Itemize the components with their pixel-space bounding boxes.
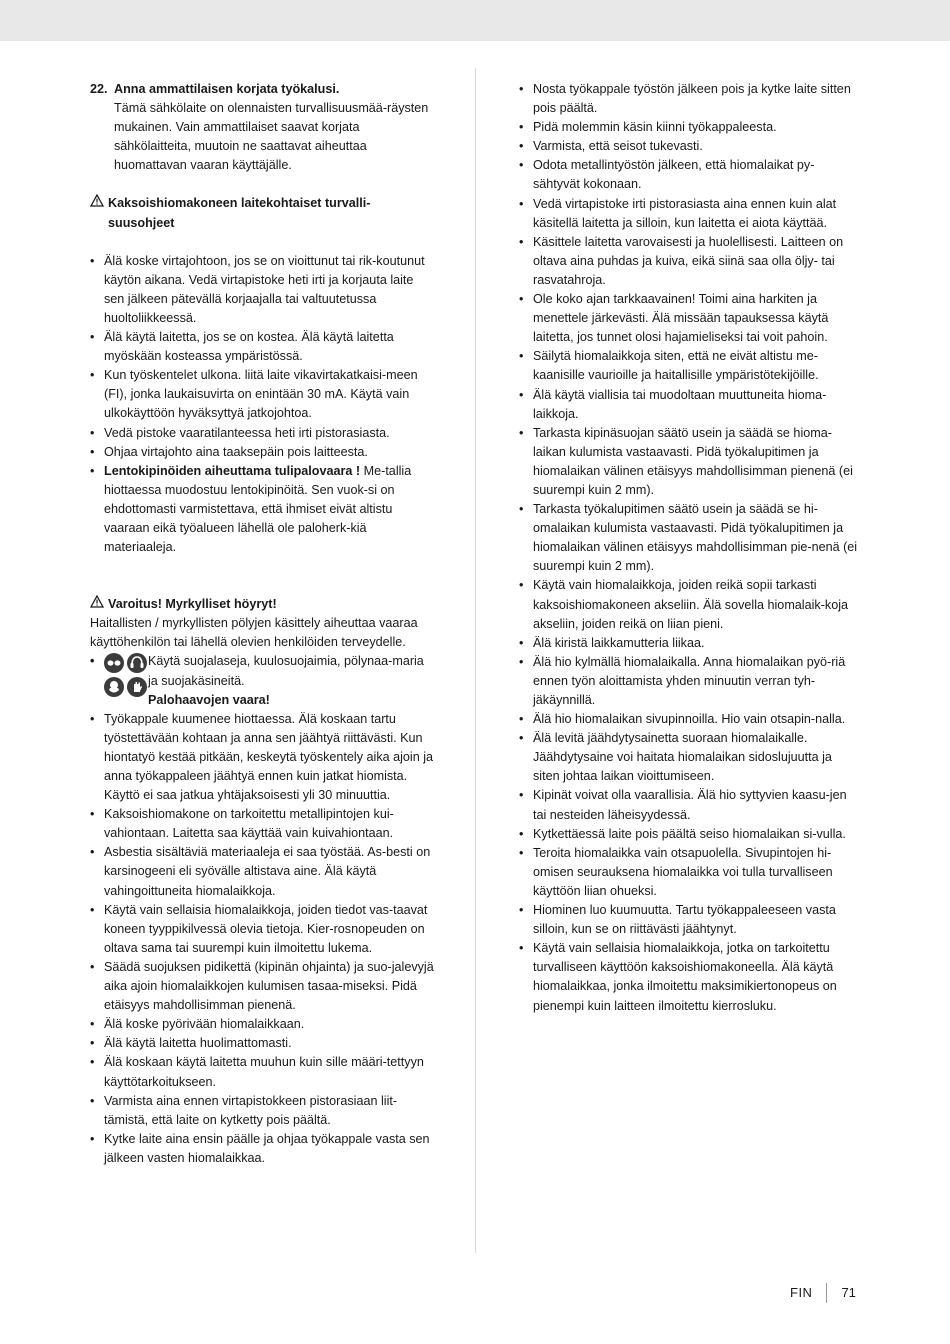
list-item: • Työkappale kuumenee hiottaessa. Älä koskaan tartu työstettävään kohtaan ja anna sen jäähtyä riittävästi. Kun hiontatyö kestää pitkään, keskeytä työskentely aika ajoin ja anna työkappaleen jäähtyä ennen kuin jatkat hiomista. Käyttö ei saa jatkua yhtäjaksoisesti yli 30 minuuttia. — [90, 710, 435, 805]
list-item: • Tarkasta kipinäsuojan säätö usein ja säädä se hioma-laikan kulumista vastaavasti. Pidä työkalupitimen ja hiomalaikan välinen etäisyys mahdollisimman pienenä (ei suurempi kuin 2 mm). — [519, 424, 861, 500]
warning-title: Varoitus! Myrkylliset höyryt! — [108, 597, 277, 612]
list-item: • Älä koskaan käytä laitetta muuhun kuin sille määri-tettyyn käyttötarkoitukseen. — [90, 1053, 435, 1091]
gloves-icon — [127, 677, 147, 697]
list-item: • Älä käytä laitetta huolimattomasti. — [90, 1034, 435, 1053]
list-item: • Varmista aina ennen virtapistokkeen pistorasiaan liit-tämistä, että laite on kytketty pois päältä. — [90, 1092, 435, 1130]
spark-warning-text: Me-tallia hiottaessa muodostuu lentokipinöitä. Sen vuok-si on ehdottomasti varmistettava, että ihmiset eivät altistu vaaraan eikä työalueen lähellä ole paloherk-kiä materiaaleja. — [104, 463, 412, 555]
burn-warning: Palohaavojen vaara! — [148, 692, 270, 707]
footer-divider — [826, 1283, 827, 1303]
list-item: • Pidä molemmin käsin kiinni työkappaleesta. — [519, 118, 861, 137]
list-item: • Vedä virtapistoke irti pistorasiasta aina ennen kuin alat käsitellä laitetta ja silloin, kun laitetta ei aiota käyttää. — [519, 195, 861, 233]
list-item: • Käsittele laitetta varovaisesti ja huolellisesti. Laitteen on oltava aina puhdas ja kuiva, eikä siinä saa olla öljy- tai rasvatahroja. — [519, 233, 861, 290]
list-item: • Asbestia sisältäviä materiaaleja ei saa työstää. As-besti on karsinogeeni eli syövälle altistava aine. Älä käytä vahingoittuneita hiomalaikkoja. — [90, 843, 435, 900]
numbered-instruction-22 — [90, 80, 435, 175]
goggles-icon — [104, 653, 124, 673]
list-item: • Odota metallintyöstön jälkeen, että hiomalaikat py-sähtyvät kokonaan. — [519, 156, 861, 194]
dust-mask-icon — [104, 677, 124, 697]
list-item: • Ohjaa virtajohto aina taaksepäin pois laitteesta. — [90, 443, 435, 462]
ppe-text: Käytä suojalaseja, kuulosuojaimia, pölynaa-maria ja suojakäsineitä. — [148, 654, 424, 688]
list-item: • Käytä vain hiomalaikkoja, joiden reikä sopii tarkasti kaksoishiomakoneen akseliin. Älä sovella hiomalaik-koja akseliin, joiden reikä on liian pieni. — [519, 576, 861, 633]
warning-heading — [90, 595, 435, 614]
ppe-item: • Käytä suojalaseja, kuulosuojaimia, pölynaa-maria ja suojakäsineitä. Palohaavojen vaara! — [90, 652, 435, 709]
list-item: • Säilytä hiomalaikkoja siten, että ne eivät altistu me-kaanisille vaurioille ja haitallisille ympäristötekijöille. — [519, 347, 861, 385]
instruction-title: Anna ammattilaisen korjata työkalusi. — [114, 82, 340, 96]
list-item: • Vedä pistoke vaaratilanteessa heti irti pistorasiasta. — [90, 424, 435, 443]
list-item: • Varmista, että seisot tukevasti. — [519, 137, 861, 156]
top-header-band — [0, 0, 950, 41]
list-item: • Älä käytä viallisia tai muodoltaan muuttuneita hioma-laikkoja. — [519, 386, 861, 424]
list-item: • Käytä vain sellaisia hiomalaikkoja, jotka on tarkoitettu turvalliseen käyttöön kaksoishiomakoneella. Älä käytä hiomalaikkaa, jonka ilmoitettu maksimikiertonopeus on pienempi kuin laitteen ilmoitettu kierrosluku. — [519, 939, 861, 1015]
list-item: • Älä kiristä laikkamutteria liikaa. — [519, 634, 861, 653]
list-item: • Tarkasta työkalupitimen säätö usein ja säädä se hi-omalaikan kulumista vastaavasti. Pidä työkalupitimen ja hiomalaikan välinen etäisyys mahdollisimman pie-nenä (ei suurempi kuin 2 mm). — [519, 500, 861, 576]
warning-triangle-icon — [90, 194, 108, 232]
list-item: • Älä koske pyörivään hiomalaikkaan. — [90, 1015, 435, 1034]
list-item: • Ole koko ajan tarkkaavainen! Toimi aina harkiten ja menettele järkevästi. Älä missään tapauksessa käytä laitetta, jos tunnet olosi hajamieliseksi tai voit pahoin. — [519, 290, 861, 347]
grinder-safety-list — [90, 710, 435, 1168]
warning-triangle-icon — [90, 595, 108, 614]
spark-warning-bold: Lentokipinöiden aiheuttama tulipalovaara ! — [104, 463, 361, 478]
list-item: • Käytä vain sellaisia hiomalaikkoja, joiden tiedot vas-taavat koneen tyyppikilvessä olevia tietoja. Kier-rosnopeuden on oltava sama tai suurempi kuin ilmoitettu lukema. — [90, 901, 435, 958]
list-item: • Teroita hiomalaikka vain otsapuolella. Sivupintojen hi-omisen seurauksena hiomalaikka voi tulla turvalliseen käyttöön liian ohueksi. — [519, 844, 861, 901]
list-item: • Älä käytä laitetta, jos se on kostea. Älä käytä laitetta myöskään kosteassa ympäristössä. — [90, 328, 435, 366]
list-item — [90, 462, 435, 557]
language-code: FIN — [790, 1285, 813, 1300]
list-item: • Kun työskentelet ulkona. liitä laite vikavirtakatkaisi-meen (FI), jonka laukaisuvirta on enintään 30 mA. Käytä vain ulkokäyttöön hyväksyttyä jatkojohtoa. — [90, 366, 435, 423]
right-column — [519, 80, 861, 1016]
list-item: • Kipinät voivat olla vaarallisia. Älä hio syttyvien kaasu-jen tai nesteiden läheisyydessä. — [519, 786, 861, 824]
list-item: • Säädä suojuksen pidikettä (kipinän ohjainta) ja suo-jalevyjä aika ajoin hiomalaikkojen kulumisen tasaa-miseksi. Pidä etäisyys mahdollisimman pienenä. — [90, 958, 435, 1015]
page-number: 71 — [841, 1285, 856, 1300]
section-title: Kaksoishiomakoneen laitekohtaiset turvalli-suusohjeet — [108, 196, 371, 230]
list-item: • Älä hio kylmällä hiomalaikalla. Anna hiomalaikan pyö-riä ennen työn aloittamista yhden minuutin verran tyh-jäkäynnillä. — [519, 653, 861, 710]
ppe-icons — [104, 653, 148, 697]
left-column — [90, 80, 435, 1168]
list-item: • Kytke laite aina ensin päälle ja ohjaa työkappale vasta sen jälkeen vasten hiomalaikkaa. — [90, 1130, 435, 1168]
instruction-text: Tämä sähkölaite on olennaisten turvallisuusmää-räysten mukainen. Vain ammattilaiset saavat korjata sähkölaitteita, muutoin ne saattavat aiheuttaa huomattavan vaaran käyttäjälle. — [114, 101, 429, 173]
right-safety-list — [519, 80, 861, 1016]
list-item: • Hiominen luo kuumuutta. Tartu työkappaleeseen vasta silloin, kun se on riittävästi jäähtynyt. — [519, 901, 861, 939]
list-item: • Kytkettäessä laite pois päältä seiso hiomalaikan si-vulla. — [519, 825, 861, 844]
list-item: • Nosta työkappale työstön jälkeen pois ja kytke laite sitten pois päältä. — [519, 80, 861, 118]
warning-text: Haitallisten / myrkyllisten pölyjen käsittely aiheuttaa vaaraa käyttöhenkilön tai lähellä olevien henkilöiden terveydelle. — [90, 616, 418, 650]
instruction-number: 22. — [90, 82, 108, 96]
section-heading-safety — [90, 194, 435, 232]
column-divider — [475, 68, 476, 1253]
list-item: • Kaksoishiomakone on tarkoitettu metallipintojen kui-vahiontaan. Laitetta saa käyttää vain kuivahiontaan. — [90, 805, 435, 843]
page-footer — [790, 1283, 856, 1303]
ear-protection-icon — [127, 653, 147, 673]
list-item: • Älä levitä jäähdytysainetta suoraan hiomalaikalle. Jäähdytysaine voi haitata hiomalaikan sidoslujuutta ja siten johtaa laikan vioittumiseen. — [519, 729, 861, 786]
list-item: • Älä koske virtajohtoon, jos se on vioittunut tai rik-koutunut käytön aikana. Vedä virtapistoke heti irti ja korjauta laite sen jälkeen pätevällä korjaajalla tai valtuutetussa huoltoliikkeessä. — [90, 252, 435, 328]
list-item: • Älä hio hiomalaikan sivupinnoilla. Hio vain otsapin-nalla. — [519, 710, 861, 729]
safety-list — [90, 252, 435, 558]
